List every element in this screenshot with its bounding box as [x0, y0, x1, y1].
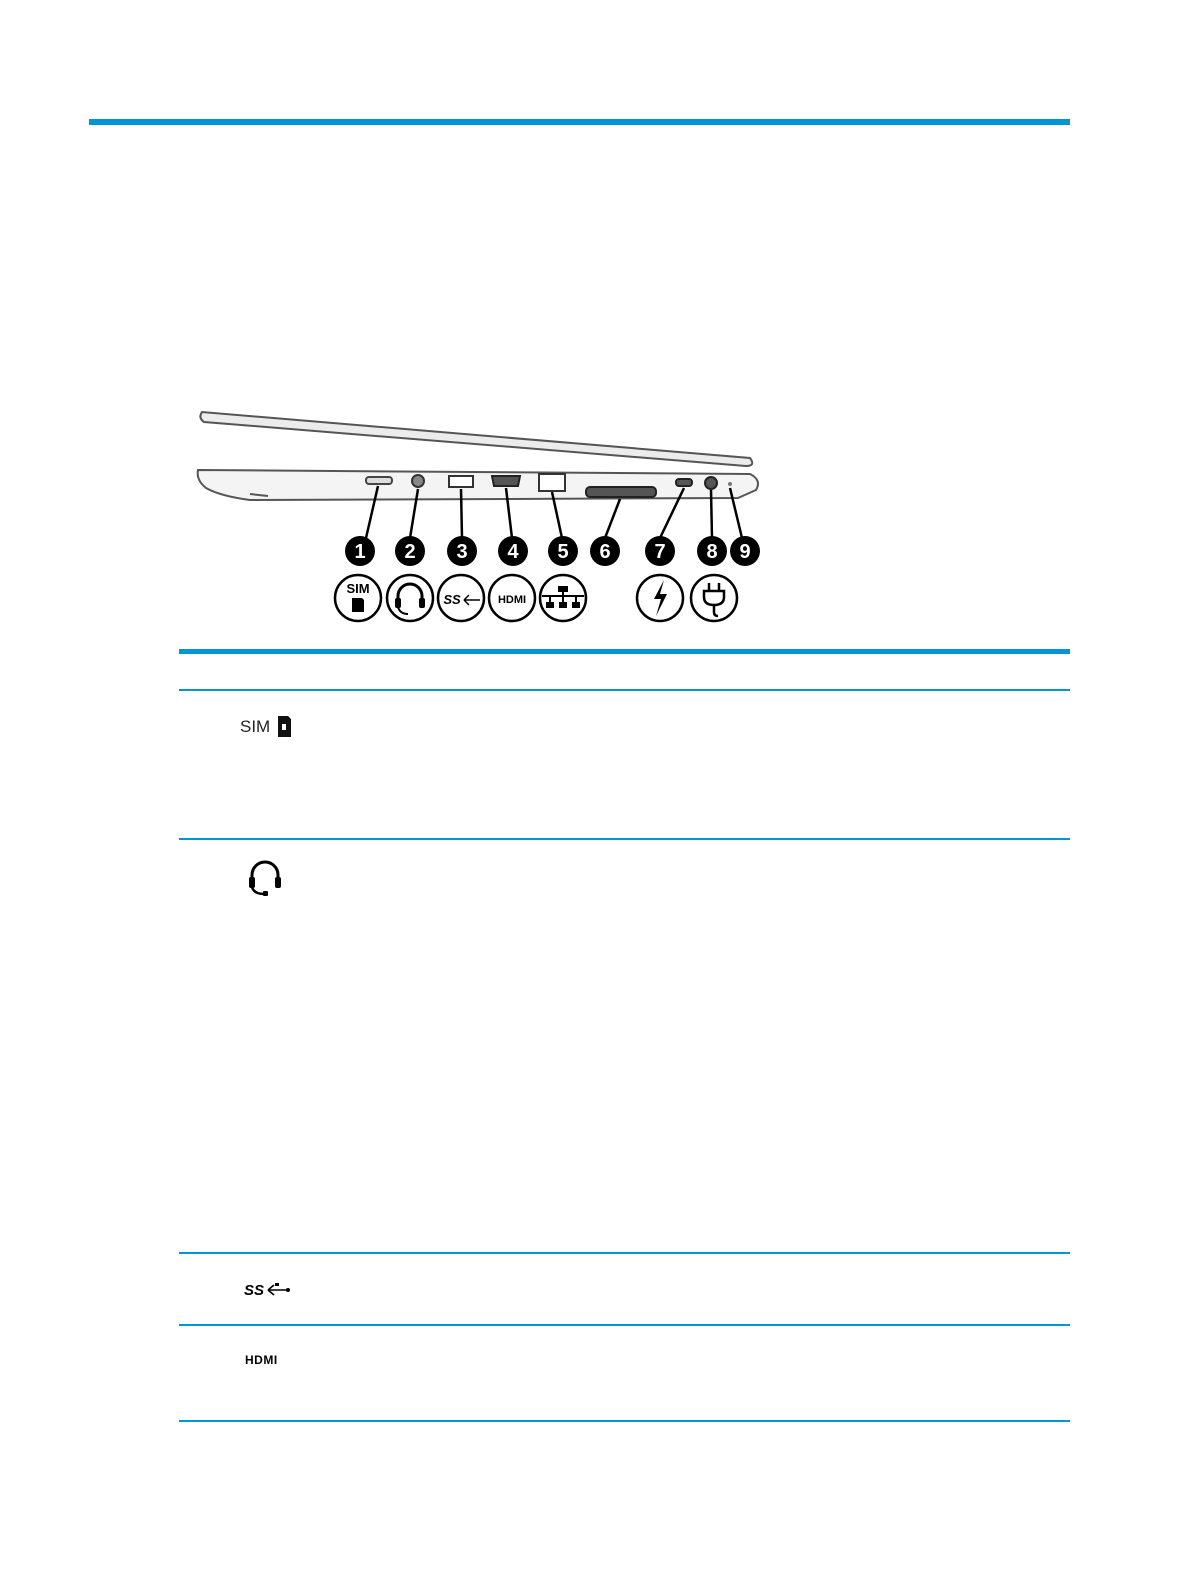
svg-text:8: 8: [706, 541, 718, 563]
sim-card-icon: [240, 712, 300, 740]
table-row-rule: [179, 1420, 1070, 1422]
callout-4: [498, 536, 528, 566]
table-row-sim: [240, 712, 300, 745]
svg-text:3: 3: [456, 541, 468, 563]
callout-5: [548, 536, 578, 566]
network-jack-icon: [540, 575, 586, 621]
svg-text:SS: SS: [244, 1282, 265, 1299]
usb-c-port: [676, 479, 692, 486]
thunderbolt-icon: [637, 575, 683, 621]
hdmi-port: [492, 476, 520, 486]
callout-7: [645, 536, 675, 566]
power-connector-icon: [691, 575, 737, 621]
callout-6: [590, 536, 620, 566]
svg-text:SIM: SIM: [346, 581, 370, 596]
rj45-port: [539, 474, 565, 491]
laptop-illustration: [190, 400, 790, 640]
svg-text:6: 6: [599, 541, 611, 563]
sim-card-icon: [335, 575, 381, 621]
headset-icon: [246, 860, 286, 898]
usb-superspeed-icon: [438, 575, 484, 621]
svg-text:HDMI: HDMI: [245, 1353, 278, 1367]
laptop-right-side-figure: [190, 400, 790, 640]
svg-text:SIM: SIM: [240, 717, 271, 736]
table-row-usb: [244, 1280, 292, 1305]
chapter-top-rule: [89, 119, 1070, 125]
table-row-headset: [246, 860, 286, 903]
usb-port: [449, 476, 473, 487]
callout-2: [395, 536, 425, 566]
docking-connector: [586, 487, 656, 497]
callout-8: [697, 536, 727, 566]
table-header-rule: [179, 649, 1070, 654]
table-row-rule: [179, 1324, 1070, 1326]
hdmi-icon: [489, 575, 535, 621]
svg-text:7: 7: [654, 541, 666, 563]
svg-text:2: 2: [404, 541, 416, 563]
svg-text:5: 5: [557, 541, 569, 563]
callout-1: [345, 536, 375, 566]
table-row-rule: [179, 838, 1070, 840]
hdmi-icon: [245, 1352, 293, 1368]
svg-text:SS: SS: [443, 592, 461, 607]
svg-text:9: 9: [739, 541, 751, 563]
table-row-hdmi: [245, 1352, 293, 1373]
callout-3: [447, 536, 477, 566]
table-row-rule: [179, 1252, 1070, 1254]
svg-text:HDMI: HDMI: [497, 594, 527, 606]
usb-superspeed-icon: [244, 1280, 292, 1300]
power-connector-port: [705, 477, 717, 489]
svg-text:4: 4: [507, 541, 519, 563]
battery-light: [728, 482, 732, 486]
headset-icon: [387, 575, 433, 621]
callout-9: [730, 536, 760, 566]
table-row-rule: [179, 689, 1070, 691]
svg-text:1: 1: [354, 541, 366, 563]
sim-slot: [366, 477, 392, 484]
laptop-base: [198, 470, 758, 500]
laptop-lid: [200, 412, 752, 466]
audio-jack: [412, 475, 424, 487]
